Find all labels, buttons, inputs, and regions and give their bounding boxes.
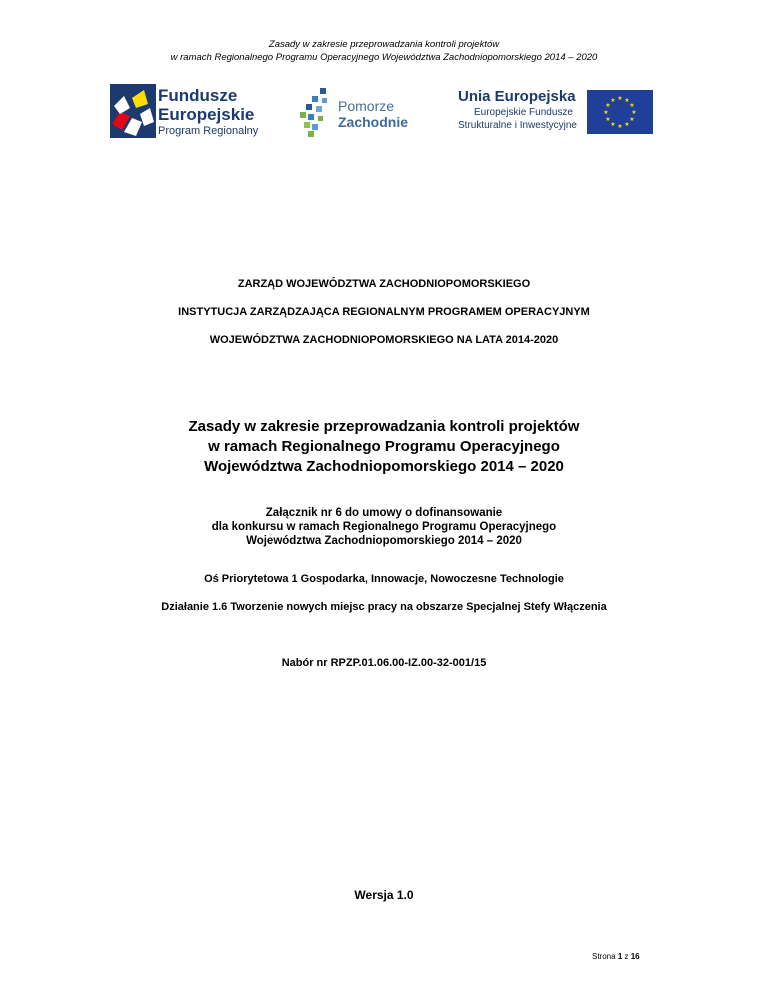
institution-line-3: WOJEWÓDZTWA ZACHODNIOPOMORSKIEGO NA LATA 2014-2020 (209, 334, 559, 346)
strukturalne-label: Strukturalne i Inwestycyjne (458, 120, 577, 131)
page-separator: z (624, 952, 629, 961)
program-regionalny-label: Program Regionalny (158, 125, 259, 137)
zachodnie-label: Zachodnie (338, 114, 409, 130)
page-number (592, 952, 640, 961)
institution-line-1: ZARZĄD WOJEWÓDZTWA ZACHODNIOPOMORSKIEGO (237, 278, 531, 290)
page-label: Strona (592, 952, 616, 961)
annex-line-2: dla konkursu w ramach Regionalnego Programu Operacyjnego (211, 521, 557, 533)
svg-text:★: ★ (605, 102, 611, 109)
pomorze-label: Pomorze (338, 98, 395, 114)
document-title (0, 417, 768, 477)
svg-text:★: ★ (629, 102, 635, 109)
svg-text:★: ★ (603, 109, 609, 116)
total-pages: 16 (630, 952, 640, 961)
header-line-1: Zasady w zakresie przeprowadzania kontroli projektów (268, 39, 500, 50)
unia-europejska-label: Unia Europejska (458, 88, 576, 105)
pomorze-zachodnie-logo (298, 86, 428, 140)
fundusze-europejskie-emblem-icon (110, 84, 156, 138)
title-line-2: w ramach Regionalnego Programu Operacyjnego (208, 438, 560, 455)
logo-bar (0, 84, 768, 140)
institution-line-2: INSTYTUCJA ZARZĄDZAJĄCA REGIONALNYM PROGRAMEM OPERACYJNYM (178, 306, 590, 318)
svg-text:★: ★ (617, 95, 623, 102)
pomorze-zachodnie-emblem-icon (298, 86, 338, 138)
europejskie-label: Europejskie (158, 105, 255, 124)
annex-line-1: Załącznik nr 6 do umowy o dofinansowanie (265, 507, 503, 519)
svg-text:★: ★ (624, 121, 630, 128)
svg-text:★: ★ (631, 109, 637, 116)
version-label: Wersja 1.0 (354, 888, 414, 902)
action-line: Działanie 1.6 Tworzenie nowych miejsc pracy na obszarze Specjalnej Stefy Włączenia (161, 601, 607, 613)
svg-text:★: ★ (624, 97, 630, 104)
annex-line-3: Województwa Zachodniopomorskiego 2014 – 2020 (246, 535, 522, 547)
europejskie-fundusze-label: Europejskie Fundusze (474, 107, 573, 118)
eu-flag-icon (587, 90, 653, 134)
title-line-1: Zasady w zakresie przeprowadzania kontroli projektów (188, 418, 580, 435)
svg-text:★: ★ (617, 123, 623, 130)
unia-europejska-logo (458, 88, 658, 140)
current-page: 1 (617, 952, 623, 961)
call-number: Nabór nr RPZP.01.06.00-IZ.00-32-001/15 (281, 657, 487, 669)
svg-text:★: ★ (610, 97, 616, 104)
fundusze-label: Fundusze (158, 86, 238, 105)
svg-text:★: ★ (610, 121, 616, 128)
title-line-3: Województwa Zachodniopomorskiego 2014 – 2020 (204, 458, 564, 475)
annex-block (0, 506, 768, 548)
priority-axis: Oś Priorytetowa 1 Gospodarka, Innowacje, Nowoczesne Technologie (204, 573, 564, 585)
fundusze-europejskie-logo (110, 84, 270, 140)
header-line-2: w ramach Regionalnego Programu Operacyjnego Województwa Zachodniopomorskiego 2014 – 2020 (170, 52, 598, 63)
running-header (0, 38, 768, 64)
svg-text:★: ★ (605, 116, 611, 123)
svg-text:★: ★ (629, 116, 635, 123)
